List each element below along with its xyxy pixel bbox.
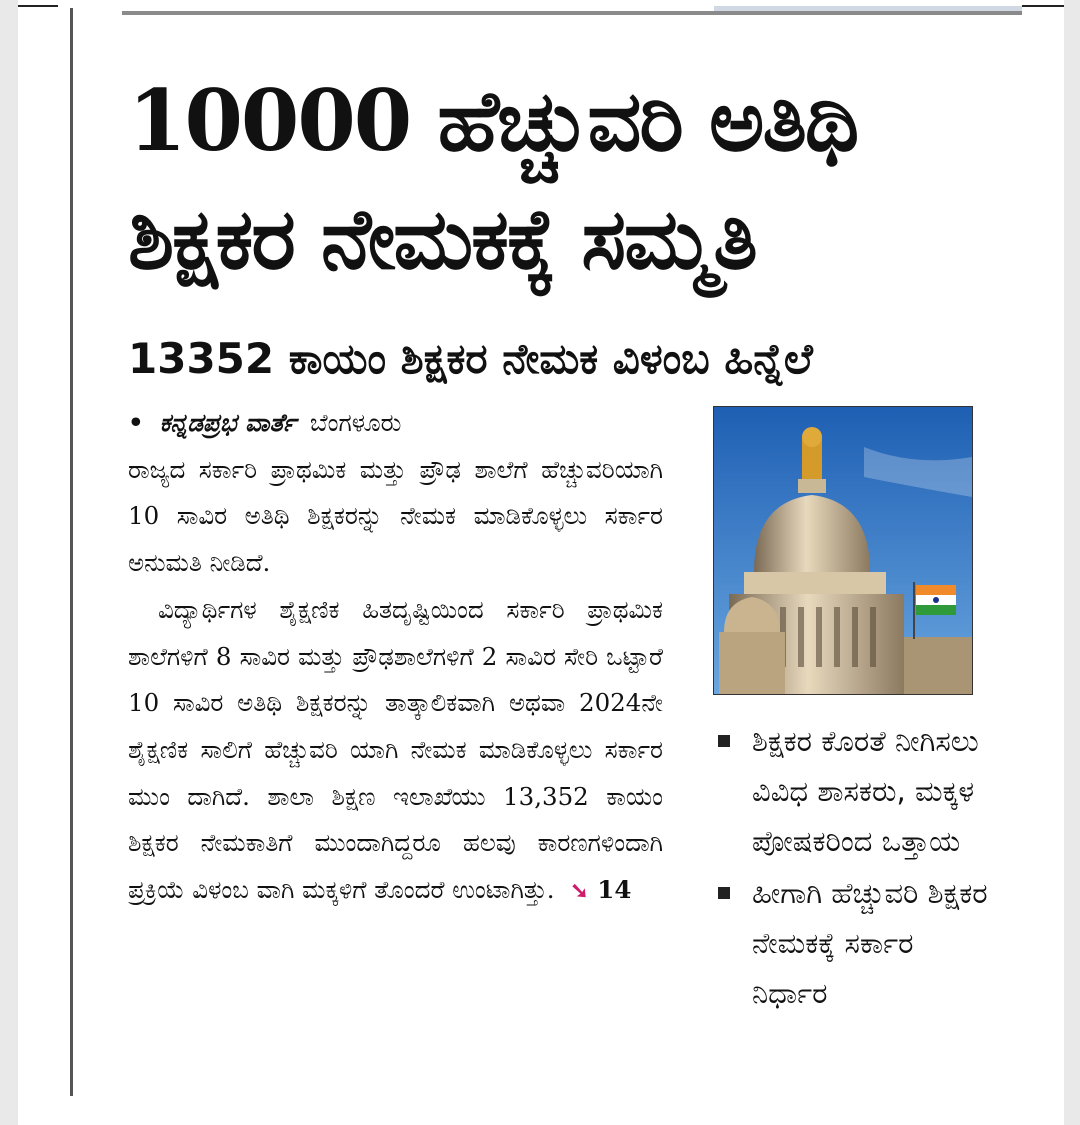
square-bullet-icon: [718, 735, 730, 747]
headline-line-2: ಶಿಕ್ಷಕರ ನೇಮಕಕ್ಕೆ ಸಮ್ಮತಿ: [128, 189, 756, 288]
arrow-down-right-icon: ➘: [570, 878, 589, 905]
top-rule-accent: [714, 6, 1022, 11]
paragraph-2: [128, 587, 663, 915]
byline-bullet-icon: •: [128, 408, 144, 437]
paragraph-2-text: ವಿದ್ಯಾರ್ಥಿಗಳ ಶೈಕ್ಷಣಿಕ ಹಿತದೃಷ್ಟಿಯಿಂದ ಸರ್ಕಾರಿ ಪ್ರಾಥಮಿಕ ಶಾಲೆಗಳಿಗೆ 8 ಸಾವಿರ ಮತ್ತು ಪ್ರೌಢಶಾಲೆಗಳಿಗೆ 2 ಸಾವಿರ ಸೇರಿ ಒಟ್ಟಾರೆ 10 ಸಾವಿರ ಅತಿಥಿ ಶಿಕ್ಷಕರನ್ನು ತಾತ್ಕಾಲಿಕವಾಗಿ ಅಥವಾ 2024ನೇ ಶೈಕ್ಷಣಿಕ ಸಾಲಿಗೆ ಹೆಚ್ಚುವರಿ ಯಾಗಿ ನೇಮಕ ಮಾಡಿಕೊಳ್ಳಲು ಸರ್ಕಾರ ಮುಂ ದಾಗಿದೆ. ಶಾಲಾ ಶಿಕ್ಷಣ ಇಲಾಖೆಯು 13,352 ಕಾಯಂ ಶಿಕ್ಷಕರ ನೇಮಕಾತಿಗೆ ಮುಂದಾಗಿದ್ದರೂ ಹಲವು ಕಾರಣಗಳಿಂದಾಗಿ ಪ್ರಕ್ರಿಯೆ ವಿಳಂಬ ವಾಗಿ ಮಕ್ಕಳಿಗೆ ತೊಂದರೆ ಉಂಟಾಗಿತ್ತು.: [128, 594, 663, 905]
top-rule: [122, 11, 1022, 15]
building-illustration: [714, 407, 972, 694]
continued-marker: [570, 875, 631, 904]
highlight-item: [718, 868, 988, 1018]
highlight-text: ಹೀಗಾಗಿ ಹೆಚ್ಚುವರಿ ಶಿಕ್ಷಕರ ನೇಮಕಕ್ಕೆ ಸರ್ಕಾರ ನಿರ್ಧಾರ: [752, 876, 988, 1010]
byline-source: ಕನ್ನಡಪ್ರಭ ವಾರ್ತೆ: [159, 408, 297, 437]
vidhana-soudha-photo: [713, 406, 973, 695]
square-bullet-icon: [718, 887, 730, 899]
subheadline: 13352 ಕಾಯಂ ಶಿಕ್ಷಕರ ನೇಮಕ ವಿಳಂಬ ಹಿನ್ನೆಲೆ: [128, 334, 813, 383]
highlights-box: [718, 716, 988, 1020]
headline-line-1: 10000 ಹೆಚ್ಚುವರಿ ಅತಿಥಿ: [128, 71, 858, 170]
continued-page: 14: [597, 875, 632, 905]
rule-left: [18, 5, 58, 7]
highlight-text: ಶಿಕ್ಷಕರ ಕೊರತೆ ನೀಗಿಸಲು ವಿವಿಧ ಶಾಸಕರು, ಮಕ್ಕಳ ಪೋಷಕರಿಂದ ಒತ್ತಾಯ: [752, 724, 979, 858]
highlight-item: [718, 716, 988, 866]
article-body: [128, 400, 663, 915]
headline: [128, 62, 998, 298]
rule-right: [1022, 5, 1064, 7]
paragraph-1: ರಾಜ್ಯದ ಸರ್ಕಾರಿ ಪ್ರಾಥಮಿಕ ಮತ್ತು ಪ್ರೌಢ ಶಾಲೆಗೆ ಹೆಚ್ಚುವರಿಯಾಗಿ 10 ಸಾವಿರ ಅತಿಥಿ ಶಿಕ್ಷಕರನ್ನು ನೇಮಕ ಮಾಡಿಕೊಳ್ಳಲು ಸರ್ಕಾರ ಅನುಮತಿ ನೀಡಿದೆ.: [128, 454, 663, 578]
column-rule: [70, 8, 73, 1096]
byline: [128, 400, 663, 447]
byline-city: ಬೆಂಗಳೂರು: [309, 408, 402, 437]
